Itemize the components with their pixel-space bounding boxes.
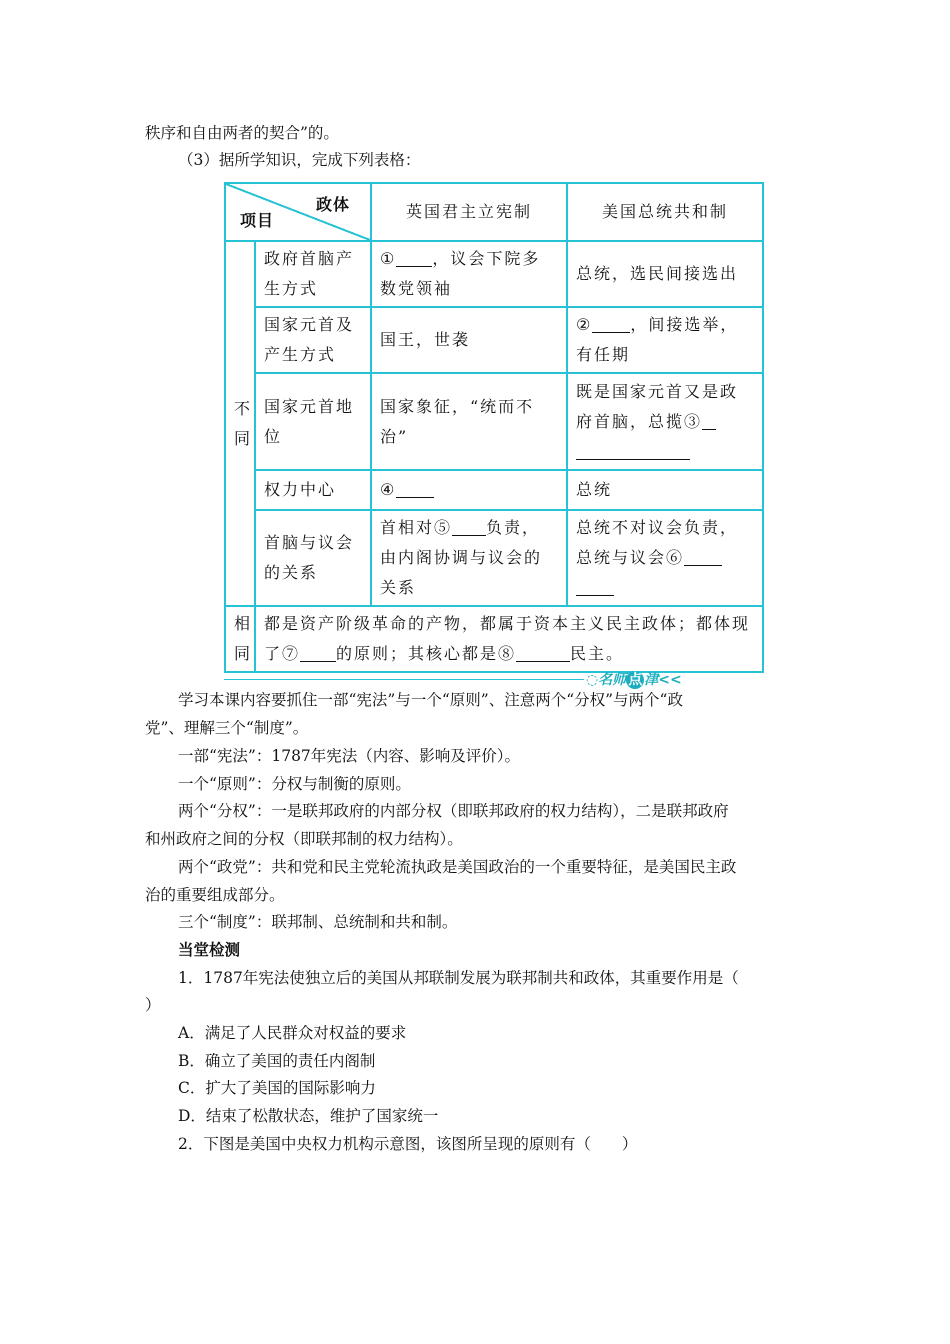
uk-cell: 首相对⑤ 负责，由内阁协调与议会的关系 (371, 510, 567, 606)
badge-dot-icon: ◌ (586, 672, 599, 688)
table-header-row (225, 183, 763, 241)
table-row (225, 307, 763, 373)
option-a[interactable]: A．满足了人民群众对权益的要求 (178, 1024, 407, 1042)
us-cell: 总统，选民间接选出 (567, 241, 763, 307)
item-cell: 国家元首地位 (255, 373, 371, 470)
us-cell: 既是国家元首又是政府首脑，总揽③ (567, 373, 763, 470)
corner-label-polity: 政体 (315, 195, 350, 214)
item-cell: 权力中心 (255, 470, 371, 510)
uk-cell: ① ，议会下院多数党领袖 (371, 241, 567, 307)
note-line: 一部“宪法”：1787年宪法（内容、影响及评价）。 (178, 747, 521, 765)
note-line: 和州政府之间的分权（即联邦制的权力结构）。 (145, 830, 463, 848)
question-2: 2．下图是美国中央权力机构示意图，该图所呈现的原则有（ ） (178, 1135, 638, 1153)
diff-label: 不同 (225, 241, 255, 606)
section-divider (224, 679, 584, 680)
answer-blank[interactable] (702, 411, 716, 430)
question-3-prompt: （3）据所学知识，完成下列表格： (178, 151, 421, 169)
table-row (225, 470, 763, 510)
badge-arrows-icon: << (658, 672, 682, 688)
answer-blank[interactable] (576, 441, 690, 460)
us-cell: 总统 (567, 470, 763, 510)
answer-blank[interactable] (516, 643, 570, 662)
answer-blank[interactable] (684, 547, 722, 566)
same-label: 相同 (225, 606, 255, 672)
quiz-heading: 当堂检测 (178, 940, 241, 959)
note-line: 两个“政党”：共和党和民主党轮流执政是美国政治的一个重要特征，是美国民主政 (178, 858, 737, 876)
item-cell: 国家元首及产生方式 (255, 307, 371, 373)
item-cell: 首脑与议会的关系 (255, 510, 371, 606)
answer-blank[interactable] (576, 577, 614, 596)
option-b[interactable]: B．确立了美国的责任内阁制 (178, 1052, 376, 1070)
header-uk: 英国君主立宪制 (371, 183, 567, 241)
corner-label-item: 项目 (240, 211, 275, 230)
comparison-table (224, 182, 764, 673)
header-us: 美国总统共和制 (567, 183, 763, 241)
note-line: 三个“制度”：联邦制、总统制和共和制。 (178, 913, 458, 931)
table-row (225, 241, 763, 307)
us-cell: 总统不对议会负责，总统与议会⑥ (567, 510, 763, 606)
answer-blank[interactable] (592, 314, 630, 333)
note-line: 两个“分权”：一是联邦政府的内部分权（即联邦政府的权力结构），二是联邦政府 (178, 802, 729, 820)
badge-circle-icon: 点 (628, 672, 643, 688)
corner-cell (225, 183, 371, 241)
note-line: 学习本课内容要抓住一部“宪法”与一个“原则”、注意两个“分权”与两个“政 (178, 691, 683, 709)
uk-cell: ④ (371, 470, 567, 510)
item-cell: 政府首脑产生方式 (255, 241, 371, 307)
note-line: 党”、理解三个“制度”。 (145, 719, 309, 737)
option-c[interactable]: C．扩大了美国的国际影响力 (178, 1079, 376, 1097)
question-1: 1．1787年宪法使独立后的美国从邦联制发展为联邦制共和政体，其重要作用是（ (178, 969, 739, 987)
note-line: 一个“原则”：分权与制衡的原则。 (178, 775, 411, 793)
table-row (225, 510, 763, 606)
answer-blank[interactable] (396, 248, 432, 267)
us-cell: ② ，间接选举，有任期 (567, 307, 763, 373)
same-cell: 都是资产阶级革命的产物，都属于资本主义民主政体；都体现了⑦ 的原则；其核心都是⑧ 民主。 (255, 606, 763, 672)
option-d[interactable]: D．结束了松散状态，维护了国家统一 (178, 1107, 439, 1125)
continued-text: 秩序和自由两者的契合”的。 (145, 124, 339, 142)
answer-blank[interactable] (452, 517, 486, 536)
answer-blank[interactable] (300, 643, 336, 662)
mingshi-dianjin-badge: ◌名师 点 津<< (586, 672, 682, 688)
note-line: 治的重要组成部分。 (145, 886, 285, 904)
table-row-same (225, 606, 763, 672)
answer-blank[interactable] (396, 479, 434, 498)
table-row (225, 373, 763, 470)
question-1-bracket: ） (145, 996, 161, 1014)
uk-cell: 国王，世袭 (371, 307, 567, 373)
uk-cell: 国家象征，“统而不治” (371, 373, 567, 470)
